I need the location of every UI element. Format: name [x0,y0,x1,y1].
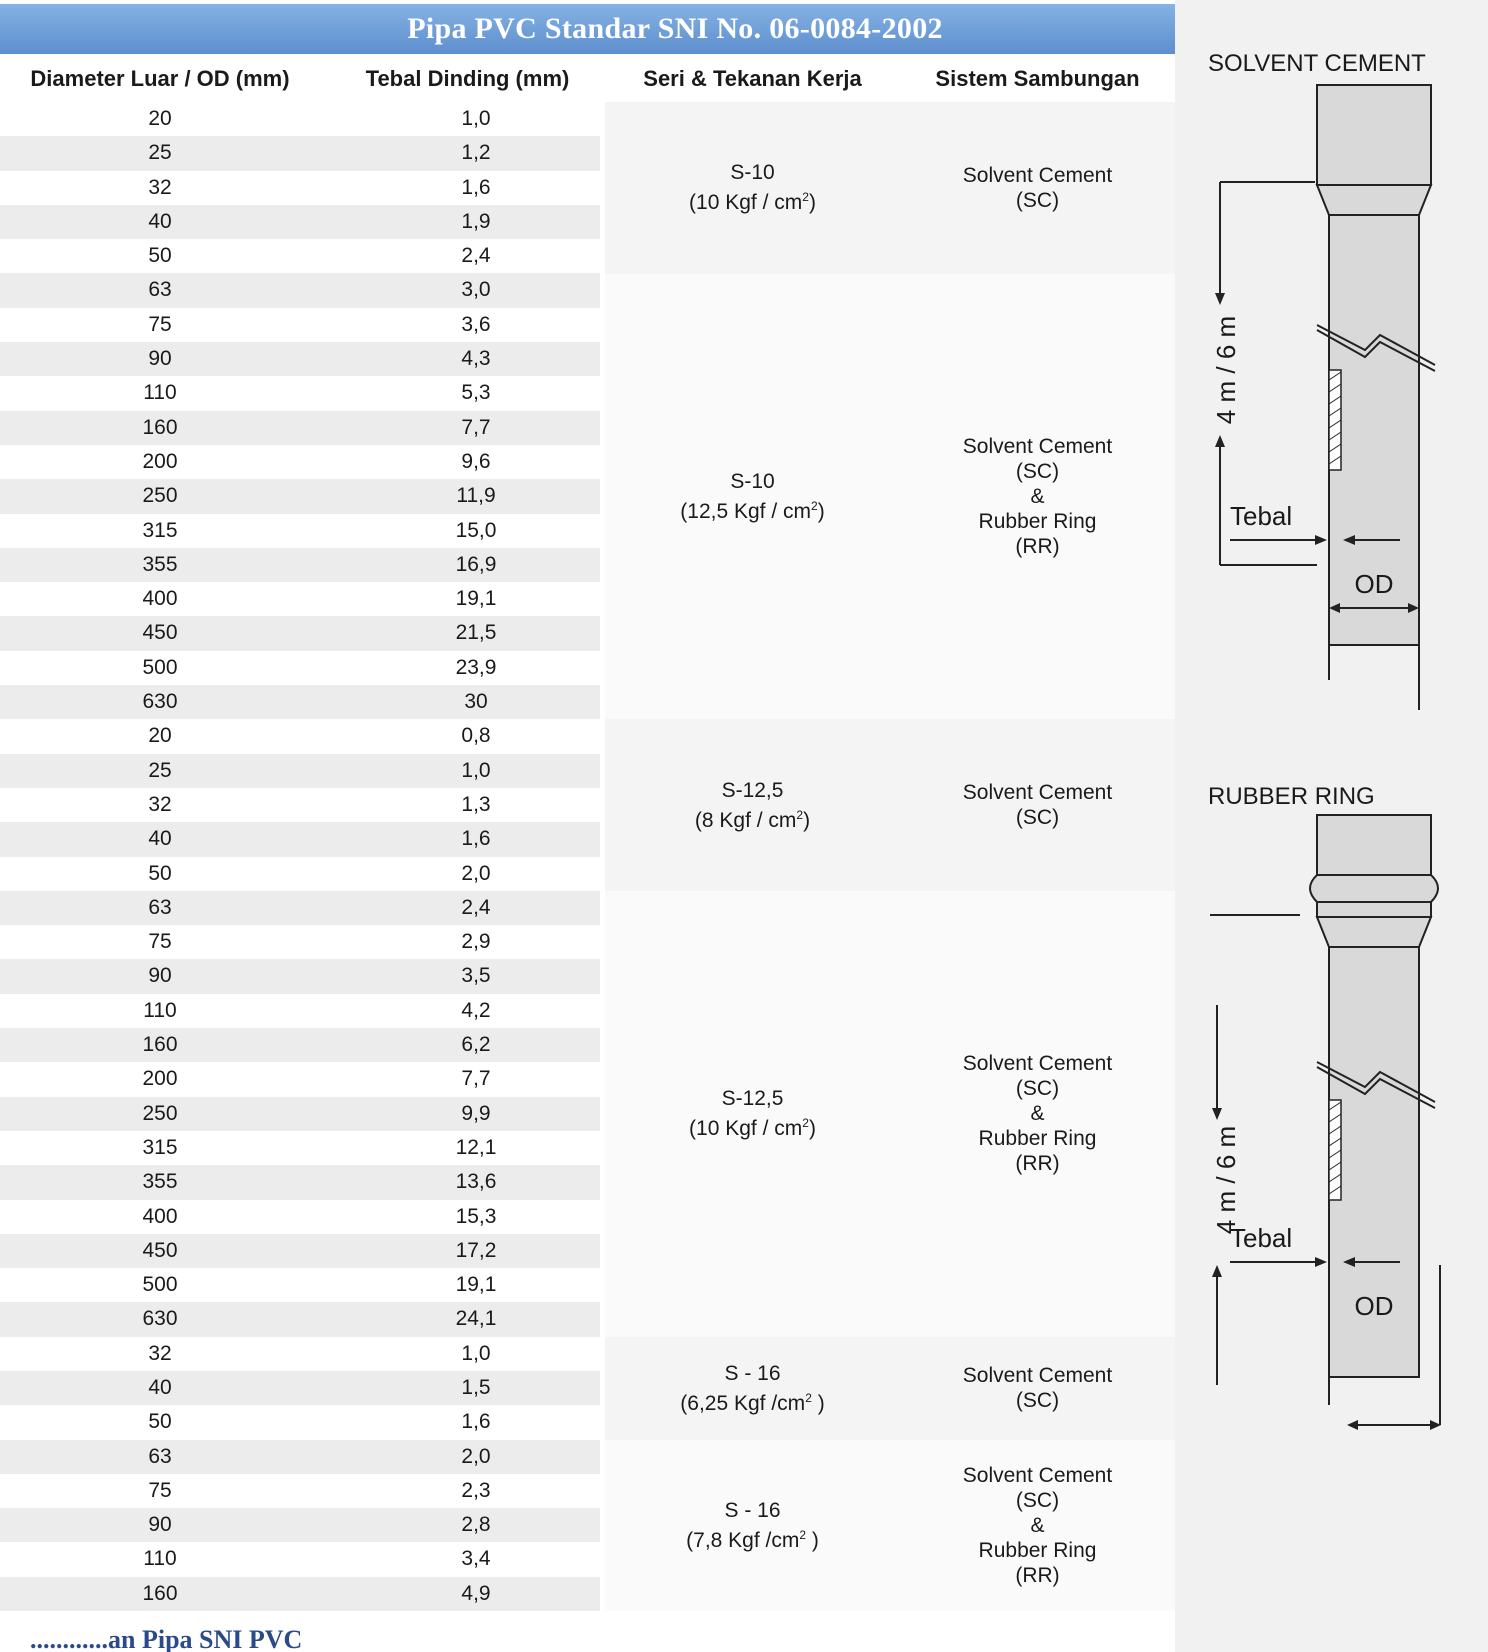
tekanan-tail: ) [811,1391,825,1415]
tebal-cell: 7,7 [461,1067,491,1091]
tekanan-label [605,803,900,833]
tebal-cell: 0,8 [461,724,491,748]
od-cell: 40 [148,209,172,233]
table-row [0,857,600,891]
tekanan-label [605,1111,900,1141]
od-cell: 110 [143,1547,177,1571]
od-cell: 315 [142,1135,178,1159]
od-cell: 315 [142,518,178,542]
sistem-line: (SC) [1015,188,1060,212]
od-cell: 450 [142,621,178,645]
table-row [0,925,600,959]
sistem-line: Solvent Cement [962,1364,1113,1388]
table-row [0,1302,600,1336]
table-row [0,239,600,273]
table-row [0,959,600,993]
sistem-line: & [1030,1102,1045,1126]
rubber-tebal-label: Tebal [1230,1223,1293,1253]
tebal-cell: 1,3 [461,792,491,816]
tekanan-exponent: 2 [796,807,804,822]
od-cell: 110 [143,381,177,405]
tebal-cell: 2,0 [461,861,491,885]
table-row [0,411,600,445]
seri-label: S - 16 [724,1498,781,1522]
sistem-line: Rubber Ring [978,509,1097,533]
od-cell: 250 [142,1101,178,1125]
table-row [0,719,600,753]
table-row [0,1508,600,1542]
tebal-cell: 7,7 [461,415,491,439]
tebal-cell: 5,3 [461,381,491,405]
tekanan-exponent: 2 [811,498,818,513]
od-cell: 630 [142,1307,178,1331]
tebal-cell: 23,9 [455,655,497,679]
od-cell: 500 [142,1273,178,1297]
od-cell: 400 [142,587,178,611]
sistem-line: Solvent Cement [962,434,1113,458]
tebal-cell: 1,6 [461,175,491,199]
sistem-line: Rubber Ring [978,1127,1097,1151]
header-seri: Seri & Tekanan Kerja [643,66,862,91]
tebal-cell: 3,4 [461,1547,491,1571]
tekanan-label [605,494,900,524]
od-cell: 63 [148,278,172,302]
tebal-cell: 2,0 [461,1444,491,1468]
od-cell: 90 [148,964,172,988]
tebal-cell: 4,3 [461,347,491,371]
tebal-cell: 1,6 [461,1410,491,1434]
sistem-line: Solvent Cement [962,1052,1113,1076]
header-sistem: Sistem Sambungan [935,66,1140,91]
diagram-sidebar [1175,0,1488,1652]
tekanan-tail: ) [806,1528,819,1552]
od-cell: 500 [142,655,178,679]
od-cell: 355 [142,1170,178,1194]
tebal-cell: 3,0 [461,278,491,302]
tebal-cell: 1,0 [461,1341,491,1365]
tebal-cell: 19,1 [455,587,497,611]
table-row [0,582,600,616]
rubber-ring-diagram [1175,810,1488,1450]
rubber-od-label: OD [1354,1291,1394,1321]
od-cell: 63 [148,1444,172,1468]
tebal-cell: 9,6 [461,449,491,473]
od-cell: 75 [148,1478,172,1502]
solvent-od-label: OD [1354,569,1394,599]
sistem-line: (SC) [1015,1077,1060,1101]
table-row [0,1337,600,1371]
tebal-cell: 17,2 [455,1238,497,1262]
table-row [0,1234,600,1268]
od-cell: 250 [142,484,178,508]
od-cell: 355 [142,552,178,576]
seri-label: S-12,5 [721,778,784,802]
sistem-line: Solvent Cement [962,163,1113,187]
table-row [0,445,600,479]
tekanan-label [605,185,900,215]
od-cell: 25 [148,758,172,782]
table-row [0,1474,600,1508]
table-row [0,205,600,239]
solvent-tebal-label: Tebal [1230,501,1293,531]
table-row [0,1268,600,1302]
sistem-line: (RR) [1015,534,1060,558]
tebal-cell: 2,9 [461,930,491,954]
tebal-cell: 1,2 [461,141,491,165]
tebal-cell: 19,1 [455,1273,497,1297]
table-row [0,376,600,410]
seri-cell [605,719,900,891]
seri-cell [605,1337,900,1440]
od-cell: 630 [142,690,178,714]
od-cell: 32 [148,792,172,816]
table-row [0,616,600,650]
od-cell: 90 [148,1513,172,1537]
seri-label: S - 16 [724,1361,781,1385]
tekanan-label [605,1523,900,1553]
table-row [0,1371,600,1405]
solvent-cement-title: SOLVENT CEMENT [1208,50,1426,77]
od-cell: 75 [148,312,172,336]
tekanan-tail: ) [803,808,811,832]
sistem-cell [900,274,1175,720]
tebal-cell: 1,0 [461,107,491,130]
table-row [0,1200,600,1234]
tekanan-value: (10 Kgf / cm [689,1117,803,1141]
table-row [0,1165,600,1199]
footer-caption: ............an Pipa SNI PVC [30,1625,303,1652]
od-cell: 32 [148,175,172,199]
table-row [0,273,600,307]
table-row [0,891,600,925]
tebal-cell: 15,0 [455,518,497,542]
tekanan-value: (7,8 Kgf /cm [686,1528,800,1552]
seri-label: S-12,5 [721,1087,784,1111]
tebal-cell: 24,1 [455,1307,497,1331]
table-row [0,479,600,513]
tebal-cell: 15,3 [455,1204,497,1228]
tebal-cell: 2,4 [461,895,491,919]
tebal-cell: 3,5 [461,964,491,988]
tekanan-exponent: 2 [802,1116,809,1131]
sistem-cell [900,891,1175,1337]
seri-cell [605,102,900,274]
od-cell: 40 [148,827,172,851]
sistem-cell [900,1440,1175,1612]
table-row [0,171,600,205]
tebal-cell: 30 [464,690,488,714]
table-row [0,822,600,856]
tekanan-value: (10 Kgf / cm [689,191,803,215]
od-cell: 20 [148,724,172,748]
tekanan-tail: ) [808,191,816,215]
od-cell: 40 [148,1375,172,1399]
header-tebal: Tebal Dinding (mm) [365,66,570,91]
solvent-length-label: 4 m / 6 m [1211,315,1241,425]
od-cell: 400 [142,1204,178,1228]
od-cell: 450 [142,1238,178,1262]
od-cell: 160 [142,1581,178,1605]
tebal-cell: 1,5 [461,1375,491,1399]
od-cell: 160 [142,415,178,439]
table-row [0,514,600,548]
sistem-line: (SC) [1015,1389,1060,1413]
solvent-cement-diagram [1175,80,1488,720]
tekanan-exponent: 2 [799,1527,807,1542]
tekanan-label [605,1386,900,1416]
tebal-cell: 13,6 [455,1170,497,1194]
tebal-cell: 16,9 [455,552,497,576]
od-cell: 50 [148,244,172,268]
sistem-line: (RR) [1015,1563,1060,1587]
table-row [0,651,600,685]
od-cell: 20 [148,107,172,130]
tebal-cell: 2,8 [461,1513,491,1537]
sistem-line: Rubber Ring [978,1538,1097,1562]
table-row [0,994,600,1028]
sistem-line: Solvent Cement [962,1463,1113,1487]
header-od: Diameter Luar / OD (mm) [30,66,290,91]
sistem-line: (SC) [1015,806,1060,830]
table-row [0,102,600,136]
tekanan-exponent: 2 [805,1390,812,1405]
table-row [0,1131,600,1165]
table-row [0,754,600,788]
od-cell: 110 [143,998,177,1022]
sistem-cell [900,1337,1175,1440]
tebal-cell: 4,9 [461,1581,491,1605]
od-cell: 32 [148,1341,172,1365]
table-row [0,1577,600,1611]
table-row [0,1062,600,1096]
od-cell: 50 [148,861,172,885]
tebal-cell: 4,2 [461,998,491,1022]
od-cell: 90 [148,347,172,371]
table-row [0,1405,600,1439]
sistem-line: (SC) [1015,1488,1060,1512]
table-row [0,1028,600,1062]
sistem-line: (RR) [1015,1152,1060,1176]
table-row [0,788,600,822]
table-row [0,308,600,342]
tebal-cell: 2,4 [461,244,491,268]
tekanan-tail: ) [808,1117,816,1141]
od-cell: 50 [148,1410,172,1434]
seri-cell [605,891,900,1337]
tebal-cell: 3,6 [461,312,491,336]
tebal-cell: 1,0 [461,758,491,782]
table-row [0,342,600,376]
seri-cell [605,274,900,720]
table-title-banner [0,4,1175,54]
tebal-cell: 11,9 [456,484,496,508]
od-cell: 160 [142,1033,178,1057]
table-row [0,685,600,719]
od-cell: 200 [142,449,178,473]
od-cell: 75 [148,930,172,954]
tebal-cell: 2,3 [461,1478,491,1502]
seri-label: S-10 [730,469,775,493]
sistem-line: & [1030,1513,1045,1537]
tekanan-value: (6,25 Kgf /cm [680,1391,806,1415]
seri-cell [605,1440,900,1612]
tebal-cell: 12,1 [455,1135,497,1159]
table-row [0,548,600,582]
table-title: Pipa PVC Standar SNI No. 06-0084-2002 [407,12,943,45]
tekanan-exponent: 2 [802,190,809,205]
table-row [0,1542,600,1576]
tekanan-value: (12,5 Kgf / cm [680,499,812,523]
sistem-line: Solvent Cement [962,781,1113,805]
table-rows [0,102,600,1611]
tekanan-tail: ) [817,499,825,523]
table-row [0,1440,600,1474]
od-cell: 63 [148,895,172,919]
tekanan-value: (8 Kgf / cm [694,808,797,832]
tebal-cell: 1,9 [461,209,491,233]
table-row [0,136,600,170]
tebal-cell: 9,9 [461,1101,491,1125]
tebal-cell: 6,2 [461,1033,491,1057]
sistem-line: & [1030,484,1045,508]
sistem-line: (SC) [1015,459,1060,483]
od-cell: 25 [148,141,172,165]
tebal-cell: 21,5 [455,621,497,645]
sistem-cell [900,719,1175,891]
sistem-cell [900,102,1175,274]
tebal-cell: 1,6 [461,827,491,851]
table-row [0,1097,600,1131]
rubber-length-label: 4 m / 6 m [1211,1125,1241,1235]
rubber-ring-title: RUBBER RING [1208,783,1375,810]
od-cell: 200 [142,1067,178,1091]
seri-label: S-10 [730,161,775,185]
